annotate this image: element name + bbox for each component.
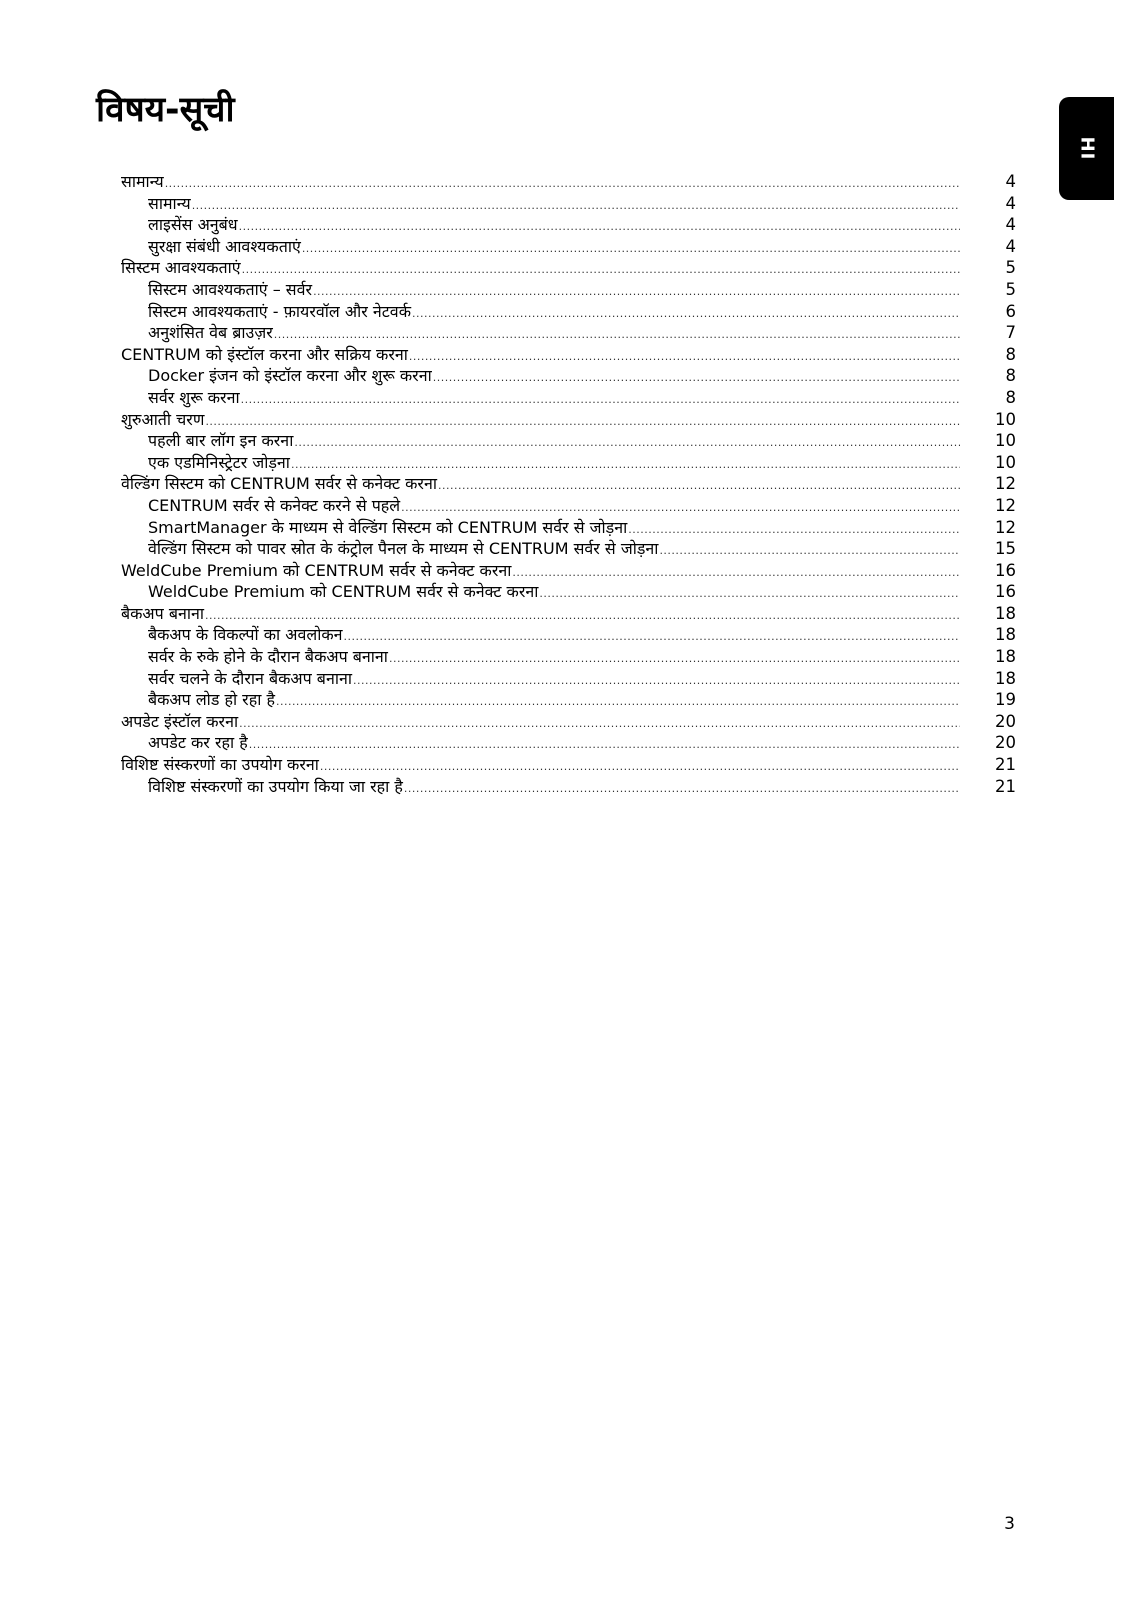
toc-dot-leader xyxy=(539,583,960,605)
toc-dot-leader xyxy=(276,691,960,713)
toc-entry-page: 8 xyxy=(1005,344,1016,364)
toc-entry-page: 16 xyxy=(995,582,1016,602)
toc-section-entry[interactable] xyxy=(121,732,1016,754)
toc-entry-page: 4 xyxy=(1005,172,1016,191)
toc-entry-page: 10 xyxy=(995,431,1016,451)
toc-entry-title: शुरुआती चरण xyxy=(121,409,205,429)
toc-entry-page: 12 xyxy=(995,474,1016,494)
toc-entry-title: सामान्य xyxy=(121,172,164,191)
toc-chapter-entry[interactable] xyxy=(121,560,1016,582)
toc-entry-title: सिस्टम आवश्यकताएं xyxy=(121,258,241,278)
toc-chapter-entry[interactable] xyxy=(121,171,1016,193)
toc-entry-page: 5 xyxy=(1005,258,1016,278)
toc-dot-leader xyxy=(249,734,960,756)
toc-section-entry[interactable] xyxy=(121,279,1016,301)
toc-dot-leader xyxy=(659,540,960,562)
toc-entry-page: 4 xyxy=(1005,236,1016,256)
toc-entry-page: 7 xyxy=(1005,323,1016,343)
toc-dot-leader xyxy=(344,626,960,648)
toc-entry-title: SmartManager के माध्यम से वेल्डिंग सिस्टम को CENTRUM सर्वर से जोड़ना xyxy=(148,517,628,537)
toc-dot-leader xyxy=(241,389,960,411)
toc-entry-title: अपडेट इंस्टॉल करना xyxy=(121,711,239,731)
toc-entry-title: सुरक्षा संबंधी आवश्यकताएं xyxy=(148,236,301,256)
toc-entry-page: 18 xyxy=(995,625,1016,645)
toc-dot-leader xyxy=(401,497,960,519)
toc-section-entry[interactable] xyxy=(121,689,1016,711)
toc-entry-title: पहली बार लॉग इन करना xyxy=(148,431,294,451)
toc-section-entry[interactable] xyxy=(121,646,1016,668)
toc-entry-page: 8 xyxy=(1005,387,1016,407)
toc-entry-page: 19 xyxy=(995,690,1016,710)
toc-entry-title: बैकअप के विकल्पों का अवलोकन xyxy=(148,625,343,645)
toc-entry-title: सर्वर चलने के दौरान बैकअप बनाना xyxy=(148,668,352,688)
toc-dot-leader xyxy=(412,303,960,325)
toc-section-entry[interactable] xyxy=(121,624,1016,646)
toc-entry-title: अनुशंसित वेब ब्राउज़र xyxy=(148,323,273,343)
toc-entry-page: 18 xyxy=(995,603,1016,623)
toc-section-entry[interactable] xyxy=(121,668,1016,690)
toc-section-entry[interactable] xyxy=(121,581,1016,603)
toc-chapter-entry[interactable] xyxy=(121,603,1016,625)
toc-chapter-entry[interactable] xyxy=(121,754,1016,776)
toc-dot-leader xyxy=(628,519,960,541)
toc-chapter-entry[interactable] xyxy=(121,344,1016,366)
toc-entry-page: 10 xyxy=(995,452,1016,472)
toc-entry-title: लाइसेंस अनुबंध xyxy=(148,215,238,235)
toc-dot-leader xyxy=(192,195,960,217)
toc-entry-title: विशिष्ट संस्करणों का उपयोग करना xyxy=(121,755,319,775)
toc-entry-title: सर्वर शुरू करना xyxy=(148,387,240,407)
page-number: 3 xyxy=(1004,1514,1015,1534)
toc-dot-leader xyxy=(291,454,960,476)
toc-entry-page: 20 xyxy=(995,711,1016,731)
toc-entry-title: बैकअप लोड हो रहा है xyxy=(148,690,275,710)
toc-section-entry[interactable] xyxy=(121,495,1016,517)
toc-chapter-entry[interactable] xyxy=(121,257,1016,279)
toc-entry-title: अपडेट कर रहा है xyxy=(148,733,248,753)
toc-entry-page: 4 xyxy=(1005,193,1016,213)
toc-entry-title: एक एडमिनिस्ट्रेटर जोड़ना xyxy=(148,452,290,472)
toc-dot-leader xyxy=(302,238,960,260)
toc-dot-leader xyxy=(242,259,960,281)
toc-dot-leader xyxy=(409,346,960,368)
toc-dot-leader xyxy=(313,281,960,303)
toc-entry-page: 6 xyxy=(1005,301,1016,321)
toc-chapter-entry[interactable] xyxy=(121,711,1016,733)
toc-entry-title: WeldCube Premium को CENTRUM सर्वर से कनेक्ट करना xyxy=(148,582,539,602)
toc-entry-page: 12 xyxy=(995,517,1016,537)
toc-entry-title: WeldCube Premium को CENTRUM सर्वर से कनेक्ट करना xyxy=(121,560,512,580)
toc-dot-leader xyxy=(433,367,960,389)
toc-entry-title: CENTRUM सर्वर से कनेक्ट करने से पहले xyxy=(148,495,401,515)
toc-entry-page: 20 xyxy=(995,733,1016,753)
toc-dot-leader xyxy=(239,713,960,735)
toc-dot-leader xyxy=(274,324,960,346)
toc-dot-leader xyxy=(205,411,960,433)
toc-section-entry[interactable] xyxy=(121,322,1016,344)
toc-section-entry[interactable] xyxy=(121,236,1016,258)
toc-entry-page: 16 xyxy=(995,560,1016,580)
toc-entry-title: सिस्टम आवश्यकताएं – सर्वर xyxy=(148,279,313,299)
toc-chapter-entry[interactable] xyxy=(121,409,1016,431)
page-title: विषय-सूची xyxy=(96,90,235,130)
toc-entry-page: 12 xyxy=(995,495,1016,515)
toc-entry-title: वेल्डिंग सिस्टम को पावर स्रोत के कंट्रोल पैनल के माध्यम से CENTRUM सर्वर से जोड़ना xyxy=(148,539,659,559)
toc-dot-leader xyxy=(438,475,960,497)
toc-section-entry[interactable] xyxy=(121,193,1016,215)
toc-entry-title: Docker इंजन को इंस्टॉल करना और शुरू करना xyxy=(148,366,432,386)
toc-section-entry[interactable] xyxy=(121,365,1016,387)
toc-entry-page: 18 xyxy=(995,647,1016,667)
toc-entry-page: 5 xyxy=(1005,279,1016,299)
toc-entry-title: CENTRUM को इंस्टॉल करना और सक्रिय करना xyxy=(121,344,408,364)
table-of-contents xyxy=(121,171,1016,797)
toc-entry-title: वेल्डिंग सिस्टम को CENTRUM सर्वर से कनेक्ट करना xyxy=(121,474,437,494)
toc-chapter-entry[interactable] xyxy=(121,473,1016,495)
language-tab xyxy=(1059,97,1114,200)
toc-dot-leader xyxy=(294,432,960,454)
toc-section-entry[interactable] xyxy=(121,538,1016,560)
toc-dot-leader xyxy=(165,173,960,195)
toc-entry-page: 21 xyxy=(995,755,1016,775)
toc-dot-leader xyxy=(512,562,960,584)
toc-entry-title: विशिष्ट संस्करणों का उपयोग किया जा रहा है xyxy=(148,776,403,796)
toc-section-entry[interactable] xyxy=(121,452,1016,474)
toc-section-entry[interactable] xyxy=(121,430,1016,452)
toc-entry-title: सर्वर के रुके होने के दौरान बैकअप बनाना xyxy=(148,647,388,667)
language-tab-label: HI xyxy=(1075,136,1097,161)
toc-dot-leader xyxy=(320,756,960,778)
toc-entry-page: 21 xyxy=(995,776,1016,796)
toc-section-entry[interactable] xyxy=(121,301,1016,323)
toc-entry-page: 4 xyxy=(1005,215,1016,235)
toc-dot-leader xyxy=(205,605,960,627)
toc-section-entry[interactable] xyxy=(121,214,1016,236)
toc-section-entry[interactable] xyxy=(121,776,1016,798)
toc-dot-leader xyxy=(404,778,960,800)
toc-entry-title: सिस्टम आवश्यकताएं - फ़ायरवॉल और नेटवर्क xyxy=(148,301,411,321)
toc-entry-page: 10 xyxy=(995,409,1016,429)
toc-section-entry[interactable] xyxy=(121,517,1016,539)
toc-entry-title: सामान्य xyxy=(148,193,191,213)
toc-entry-page: 8 xyxy=(1005,366,1016,386)
toc-dot-leader xyxy=(239,216,960,238)
toc-section-entry[interactable] xyxy=(121,387,1016,409)
toc-entry-page: 15 xyxy=(995,539,1016,559)
toc-entry-title: बैकअप बनाना xyxy=(121,603,205,623)
toc-dot-leader xyxy=(389,648,960,670)
toc-dot-leader xyxy=(353,670,960,692)
toc-entry-page: 18 xyxy=(995,668,1016,688)
